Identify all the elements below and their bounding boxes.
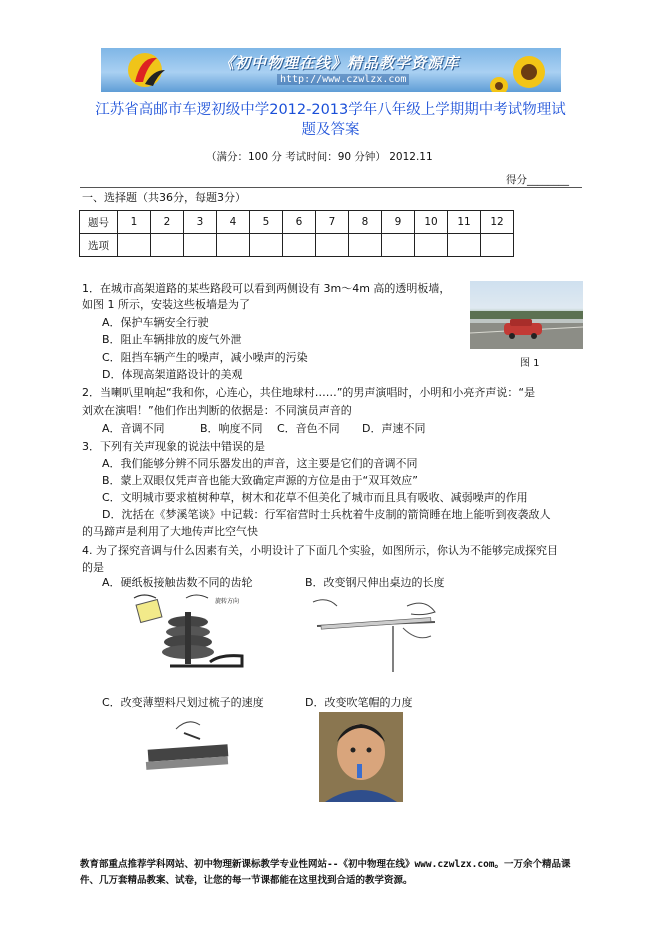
table-row [80, 234, 514, 257]
q3-option-d: D．沈括在《梦溪笔谈》中记载：行军宿营时士兵枕着牛皮制的箭筒睡在地上能听到夜袭敌人 [102, 508, 551, 521]
document-title-line1: 江苏省高邮市车逻初级中学2012-2013学年八年级上学期期中考试物理试 [95, 102, 566, 118]
q3-option-d-cont: 的马蹄声是利用了大地传声比空气快 [82, 525, 258, 538]
figure-comb [140, 715, 232, 775]
q2-stem-line2: 刘欢在演唱！”他们作出判断的依据是：不同演员声音的 [82, 404, 352, 417]
hand-icon [407, 603, 435, 615]
figure-boy-photo [319, 712, 403, 802]
hand-icon [176, 722, 200, 729]
table-header-cell: 7 [316, 211, 349, 234]
table-header-cell: 5 [250, 211, 283, 234]
header-banner [101, 48, 561, 92]
answer-cell[interactable] [448, 234, 481, 257]
q2-option-a: A．音调不同 [102, 422, 165, 435]
answer-cell[interactable] [184, 234, 217, 257]
footer-line2: 件、几万套精品教案、试卷，让您的每一节课都能在这里找到合适的教学资源。 [80, 875, 413, 886]
answer-cell[interactable] [349, 234, 382, 257]
table-row [80, 211, 514, 234]
plastic-ruler [184, 733, 200, 739]
table-header-cell: 6 [283, 211, 316, 234]
answer-cell[interactable] [415, 234, 448, 257]
exam-meta: （满分：100 分 考试时间：90 分钟） 2012.11 [206, 151, 433, 163]
footer-line1: 教育部重点推荐学科网站、初中物理新课标教学专业性网站--《初中物理在线》www.czwlzx.com。一万余个精品课 [80, 859, 571, 870]
document-title-line2: 题及答案 [301, 122, 360, 138]
q1-option-a: A．保护车辆安全行驶 [102, 316, 209, 329]
answer-cell[interactable] [283, 234, 316, 257]
figure1-caption: 图 1 [520, 358, 540, 369]
table-header-cell: 11 [448, 211, 481, 234]
q1-option-d: D．体现高架道路设计的美观 [102, 368, 243, 381]
q4-option-a: A．硬纸板接触齿数不同的齿轮 [102, 576, 253, 589]
table-header-cell: 10 [415, 211, 448, 234]
hand-icon [134, 595, 156, 598]
q1-stem-line2: 如图 1 所示，安装这些板墙是为了 [82, 298, 250, 311]
answer-cell[interactable] [481, 234, 514, 257]
table-row-label: 选项 [80, 234, 118, 257]
q1-option-b: B．阻止车辆排放的废气外泄 [102, 333, 242, 346]
q2-option-d: D．声速不同 [362, 422, 426, 435]
figure1-photo [470, 281, 583, 349]
answer-cell[interactable] [382, 234, 415, 257]
hand-icon [313, 600, 337, 606]
q2-option-c: C．音色不同 [277, 422, 340, 435]
q2-stem-line1: 2．当喇叭里响起“我和你，心连心，共住地球村……”的男声演唱时，小明和小亮齐声说：“是 [82, 386, 536, 399]
q4-stem-line2: 的是 [82, 561, 104, 574]
q3-stem: 3．下列有关声现象的说法中错误的是 [82, 440, 265, 453]
footer [80, 857, 590, 889]
q2-option-b: B．响度不同 [200, 422, 263, 435]
table-header-cell: 12 [481, 211, 514, 234]
q3-option-c: C．文明城市要求植树种草，树木和花草不但美化了城市而且具有吸收、减弱噪声的作用 [102, 491, 528, 504]
q4-option-c: C．改变薄塑料尺划过梳子的速度 [102, 696, 264, 709]
table-header-cell: 8 [349, 211, 382, 234]
gear-direction-label: 旋转方向 [215, 598, 240, 605]
pen-cap-icon [357, 764, 362, 778]
q3-option-a: A．我们能够分辨不同乐器发出的声音，这主要是它们的音调不同 [102, 457, 418, 470]
table-header-cell: 3 [184, 211, 217, 234]
figure-ruler [307, 592, 439, 674]
table-header-cell: 题号 [80, 211, 118, 234]
q4-option-b: B．改变钢尺伸出桌边的长度 [305, 576, 445, 589]
vibration-icon [403, 628, 431, 638]
q4-option-d: D．改变吹笔帽的力度 [305, 696, 413, 709]
q3-option-b: B．蒙上双眼仅凭声音也能大致确定声源的方位是由于“双耳效应” [102, 474, 418, 487]
table-header-cell: 4 [217, 211, 250, 234]
answer-cell[interactable] [118, 234, 151, 257]
table-header-cell: 9 [382, 211, 415, 234]
banner-title: 《初中物理在线》精品教学资源库 [219, 54, 460, 72]
answer-cell[interactable] [316, 234, 349, 257]
cardboard-icon [136, 599, 162, 622]
table-header-cell: 1 [118, 211, 151, 234]
table-header-cell: 2 [151, 211, 184, 234]
answer-cell[interactable] [250, 234, 283, 257]
rotation-arrow-icon [186, 595, 208, 598]
score-label: 得分________ [506, 174, 569, 186]
answer-table [79, 210, 514, 257]
q4-stem-line1: 4. 为了探究音调与什么因素有关，小明设计了下面几个实验，如图所示，你认为不能够完成探究目 [82, 544, 558, 557]
section-heading: 一、选择题（共36分，每题3分） [82, 191, 246, 204]
q1-stem-line1: 1．在城市高架道路的某些路段可以看到两侧设有 3m～4m 高的透明板墙， [82, 282, 451, 295]
answer-cell[interactable] [217, 234, 250, 257]
sunflower-icon [490, 56, 545, 92]
divider [80, 187, 582, 188]
banner-url: http://www.czwlzx.com [277, 74, 409, 85]
q1-option-c: C．阻挡车辆产生的噪声，减小噪声的污染 [102, 351, 308, 364]
gear-stack-icon [162, 612, 214, 664]
answer-cell[interactable] [151, 234, 184, 257]
